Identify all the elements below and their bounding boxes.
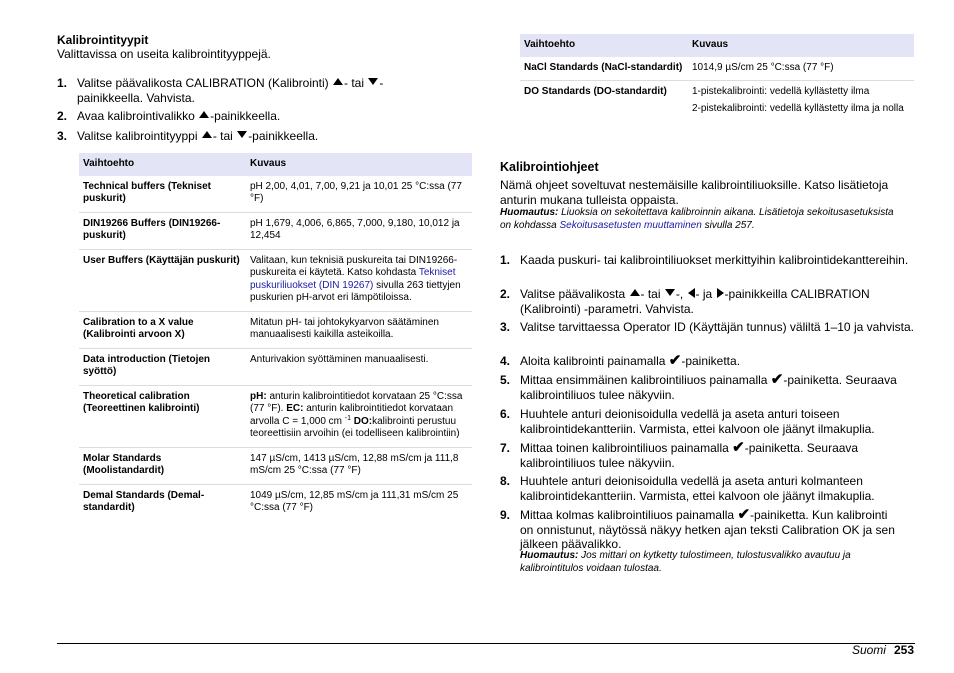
down-arrow-icon xyxy=(237,131,247,138)
checkmark-icon: ✔ xyxy=(737,506,751,523)
table-header-row xyxy=(520,34,914,57)
footer-divider xyxy=(57,643,915,644)
column-header: Vaihtoehto xyxy=(520,34,688,57)
section-heading-calibration-instructions: Kalibrointiohjeet xyxy=(500,160,599,174)
up-arrow-icon xyxy=(202,131,212,138)
column-header: Vaihtoehto xyxy=(79,153,246,176)
column-header: Kuvaus xyxy=(246,153,472,176)
calibration-types-table-continued xyxy=(520,34,914,121)
note: Huomautus: Jos mittari on kytketty tulostimeen, tulostusvalikko avautuu ja kalibrointitulos voidaan tulostaa. xyxy=(520,550,851,574)
right-arrow-icon xyxy=(717,288,724,298)
page-footer xyxy=(852,643,914,657)
table-row: Technical buffers (Tekniset puskurit) pH 2,00, 4,01, 7,00, 9,21 ja 10,01 25 °C:ssa (77 °F) xyxy=(79,176,472,213)
table-row: DIN19266 Buffers (DIN19266-puskurit) pH 1,679, 4,006, 6,865, 7,000, 9,180, 10,012 ja 12,454 xyxy=(79,212,472,249)
table-row: NaCl Standards (NaCl-standardit) 1014,9 µS/cm 25 °C:ssa (77 °F) xyxy=(520,57,914,81)
list-item: 2. Avaa kalibrointivalikko -painikkeella. xyxy=(57,109,281,123)
note: Huomautus: Liuoksia on sekoitettava kalibroinnin aikana. Lisätietoja sekoitusasetuksista on kohdassa Sekoitusasetusten muuttaminen sivulla 257. xyxy=(500,207,894,231)
section-heading-calibration-types: Kalibrointityypit xyxy=(57,33,149,47)
list-item: 8. Huuhtele anturi deionisoidulla vedellä ja aseta anturi kolmanteen kalibrointidekantteriin. Varmista, ettei kalvoon ole jäänyt ilmakuplia. xyxy=(500,474,875,503)
list-item: 2. Valitse päävalikosta - tai -, - ja -painikkeilla CALIBRATION (Kalibrointi) -parametri. Vahvista. xyxy=(500,287,870,316)
up-arrow-icon xyxy=(199,111,209,118)
list-item: 3. Valitse tarvittaessa Operator ID (Käyttäjän tunnus) väliltä 1–10 ja vahvista. xyxy=(500,320,914,334)
footer-language: Suomi xyxy=(851,643,886,657)
table-row: User Buffers (Käyttäjän puskurit) Valitaan, kun teknisiä puskureita tai DIN19266-puskureita ei käytetä. Katso kohdasta Tekniset puskuriliuokset (DIN 19267) sivulla 263 tiettyjen puskurien pH-arvot eri lämpötiloissa. xyxy=(79,249,472,311)
list-item: 1. Valitse päävalikosta CALIBRATION (Kalibrointi) - tai - painikkeella. Vahvista. xyxy=(57,76,384,105)
link-stirring-settings[interactable]: Sekoitusasetusten muuttaminen xyxy=(559,219,702,231)
up-arrow-icon xyxy=(630,289,640,296)
left-arrow-icon xyxy=(688,288,695,298)
section-intro: Nämä ohjeet soveltuvat nestemäisille kalibrointiliuoksille. Katso lisätietoja anturin mukana tulleista oppaista. xyxy=(500,178,889,207)
table-row: Demal Standards (Demal-standardit) 1049 µS/cm, 12,85 mS/cm ja 111,31 mS/cm 25 °C:ssa (77 °F) xyxy=(83,489,459,513)
column-header: Kuvaus xyxy=(688,34,914,57)
table-header-row xyxy=(79,153,472,176)
table-row: Data introduction (Tietojen syöttö) Anturivakion syöttäminen manuaalisesti. xyxy=(79,348,472,385)
section-intro: Valittavissa on useita kalibrointityyppejä. xyxy=(57,47,271,61)
table-row: Molar Standards (Moolistandardit) 147 µS/cm, 1413 µS/cm, 12,88 mS/cm ja 111,8 mS/cm 25 °C:ssa (77 °F) xyxy=(79,447,472,484)
list-item: 5. Mittaa ensimmäinen kalibrointiliuos painamalla ✔-painiketta. Seuraava kalibrointiliuos tulee näkyviin. xyxy=(500,371,897,402)
list-item: 3. Valitse kalibrointityyppi - tai -painikkeella. xyxy=(57,129,319,143)
list-item: 4. Aloita kalibrointi painamalla ✔-painiketta. xyxy=(500,352,741,369)
down-arrow-icon xyxy=(665,289,675,296)
checkmark-icon: ✔ xyxy=(770,371,784,388)
checkmark-icon: ✔ xyxy=(668,352,682,369)
page-number: 253 xyxy=(893,643,914,657)
list-item: 7. Mittaa toinen kalibrointiliuos painamalla ✔-painiketta. Seuraava kalibrointiliuos tulee näkyviin. xyxy=(500,439,859,470)
up-arrow-icon xyxy=(333,78,343,85)
table-row: DO Standards (DO-standardit) 1-pistekalibrointi: vedellä kyllästetty ilma 2-pistekalibrointi: vedellä kyllästetty ilma ja nolla xyxy=(524,86,904,114)
list-item: 1. Kaada puskuri- tai kalibrointiliuokset merkittyihin kalibrointidekanttereihin. xyxy=(500,253,909,267)
table-row: Calibration to a X value (Kalibrointi arvoon X) Mitatun pH- tai johtokykyarvon säätäminen manuaalisesti kaikilla asteikoilla. xyxy=(79,311,472,348)
calibration-types-table xyxy=(79,153,472,521)
list-item: 6. Huuhtele anturi deionisoidulla vedellä ja aseta anturi toiseen kalibrointidekantteriin. Varmista, ettei kalvoon ole jäänyt ilmakuplia. xyxy=(500,407,875,436)
link-technical-buffers[interactable]: Tekniset puskuriliuokset (DIN 19267) xyxy=(250,267,456,291)
checkmark-icon: ✔ xyxy=(732,439,745,456)
list-item: 9. Mittaa kolmas kalibrointiliuos painamalla ✔-painiketta. Kun kalibrointi on onnistunut, näytössä näkyy hetken ajan teksti Calibration OK ja sen jälkeen päävalikko. xyxy=(500,506,895,551)
table-row: Theoretical calibration (Teoreettinen kalibrointi) pH: anturin kalibrointitiedot korvataan 25 °C:ssa (77 °F). EC: anturin kalibrointitiedot korvataan arvolla C = 1,000 cm $^{-1}$ DO:kalibrointi perustuu teoreettisiin arvoihin (ei todelliseen kalibrointiin) xyxy=(79,385,472,447)
down-arrow-icon xyxy=(368,78,378,85)
